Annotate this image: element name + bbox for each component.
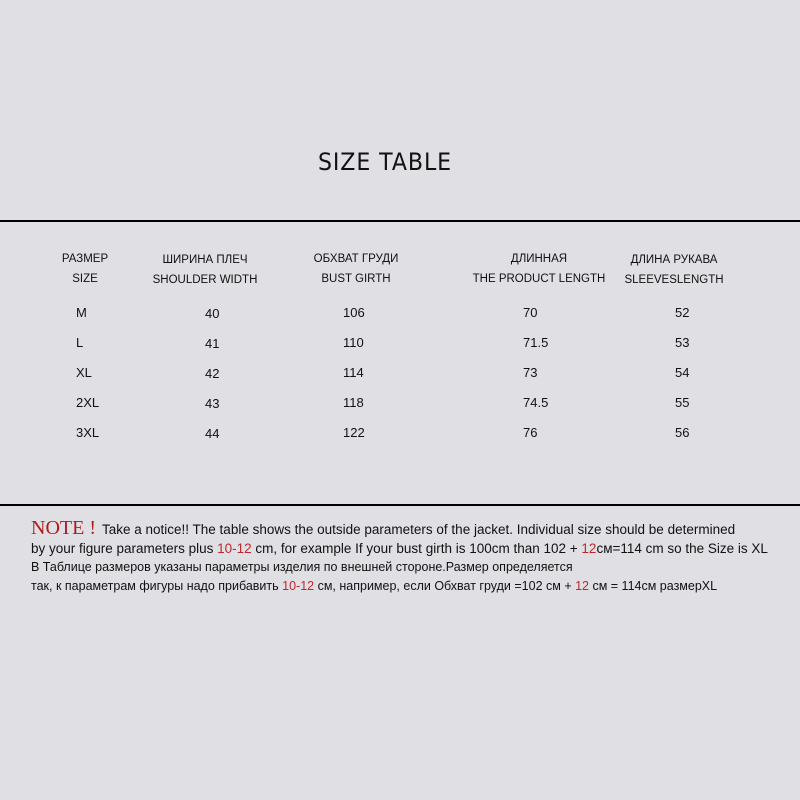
note-line-1 — [31, 519, 791, 539]
table-cell-length: 73 — [523, 365, 538, 380]
table-cell-bust: 122 — [343, 425, 365, 440]
header-size-en: SIZE — [72, 273, 98, 285]
table-cell-sleeve: 53 — [675, 335, 690, 350]
note-text-2a: by your figure parameters plus — [31, 541, 218, 556]
table-cell-sleeve: 52 — [675, 305, 690, 320]
note-highlight: 10-12 — [217, 541, 252, 556]
header-length-en: THE PRODUCT LENGTH — [472, 273, 606, 285]
table-cell-length: 74.5 — [523, 395, 549, 410]
header-shoulder — [145, 250, 265, 290]
header-size-ru: РАЗМЕР — [61, 253, 109, 265]
table-cell-bust: 106 — [343, 305, 365, 320]
table-cell-size: M — [76, 305, 87, 320]
table-cell-size: XL — [76, 365, 92, 380]
header-length-ru: ДЛИННАЯ — [510, 253, 568, 265]
note-text-4c: см = 114см размерXL — [589, 579, 718, 593]
note-text-2c: см=114 cm so the Size is XL — [596, 541, 768, 556]
table-cell-size: 2XL — [76, 395, 100, 410]
size-note — [31, 519, 791, 596]
table-cell-sleeve: 56 — [675, 425, 690, 440]
bottom-divider — [0, 504, 800, 506]
table-cell-bust: 118 — [343, 395, 364, 410]
top-divider — [0, 220, 800, 222]
table-cell-shoulder: 40 — [205, 306, 220, 321]
note-label: NOTE ! — [31, 517, 96, 539]
table-cell-size: L — [76, 335, 84, 350]
table-cell-bust: 110 — [343, 335, 364, 350]
note-highlight: 10-12 — [282, 579, 315, 593]
table-cell-length: 71.5 — [523, 335, 549, 350]
note-text-3: В Таблице размеров указаны параметры изделия по внешней стороне.Размер определяется — [31, 560, 573, 574]
table-cell-shoulder: 43 — [205, 396, 220, 411]
note-highlight: 12 — [581, 541, 597, 556]
table-cell-length: 76 — [523, 425, 538, 440]
table-cell-sleeve: 55 — [675, 395, 690, 410]
header-size — [50, 249, 120, 289]
header-sleeve — [614, 250, 734, 290]
note-text-1: Take a notice!! The table shows the outside parameters of the jacket. Individual size should be determined — [101, 522, 736, 537]
header-length — [464, 249, 614, 289]
note-line-4 — [31, 577, 791, 596]
note-text-4a: так, к параметрам фигуры надо прибавить — [31, 579, 283, 593]
header-sleeve-ru: ДЛИНА РУКАВА — [630, 254, 718, 266]
table-cell-shoulder: 42 — [205, 366, 220, 381]
page-title: SIZE TABLE — [317, 148, 453, 176]
header-shoulder-ru: ШИРИНА ПЛЕЧ — [162, 254, 248, 266]
header-shoulder-en: SHOULDER WIDTH — [152, 274, 258, 286]
table-cell-size: 3XL — [76, 425, 100, 440]
table-cell-shoulder: 41 — [205, 336, 220, 351]
table-cell-length: 70 — [523, 305, 538, 320]
note-text-2b: cm, for example If your bust girth is 100cm than 102 + — [251, 541, 582, 556]
header-bust-ru: ОБХВАТ ГРУДИ — [313, 253, 399, 265]
header-sleeve-en: SLEEVESLENGTH — [624, 274, 724, 286]
note-text-4b: см, например, если Обхват груди =102 см + — [314, 579, 576, 593]
table-cell-bust: 114 — [343, 365, 364, 380]
table-cell-shoulder: 44 — [205, 426, 220, 441]
header-bust-en: BUST GIRTH — [321, 273, 391, 285]
table-cell-sleeve: 54 — [675, 365, 690, 380]
header-bust — [296, 249, 416, 289]
note-line-3 — [31, 558, 791, 577]
note-highlight: 12 — [575, 579, 589, 593]
note-line-2 — [31, 539, 791, 558]
